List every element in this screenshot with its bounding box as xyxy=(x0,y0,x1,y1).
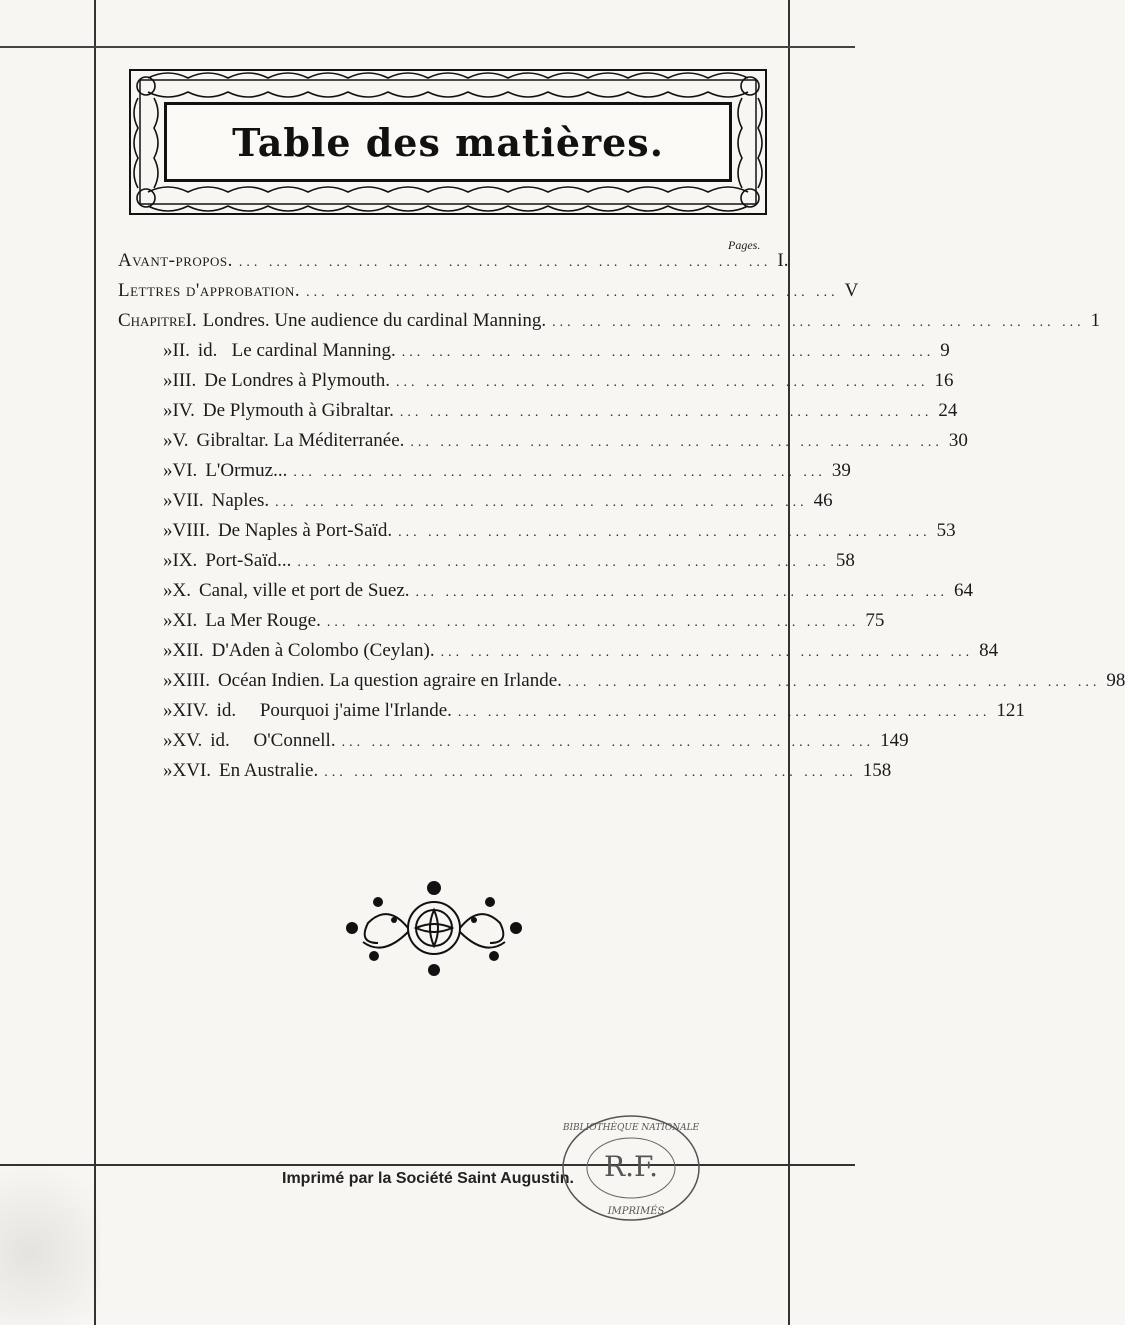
stamp-monogram: R.F. xyxy=(604,1150,658,1183)
ditto-mark: » xyxy=(163,400,173,421)
leader-dots: ... ... ... ... ... ... ... ... ... ... ... ... ... ... ... ... ... ... xyxy=(324,765,857,780)
chapter-number: XIV. xyxy=(172,700,209,721)
chapter-number: X. xyxy=(172,580,191,601)
leader-dots: ... ... ... ... ... ... ... ... ... ... ... ... ... ... ... ... ... ... xyxy=(396,375,929,390)
leader-dots: ... ... ... ... ... ... ... ... ... ... ... ... ... ... ... ... ... ... xyxy=(410,435,943,450)
toc-row-chapter xyxy=(118,490,833,520)
chapter-number: XI. xyxy=(172,610,198,631)
chapter-number: IX. xyxy=(172,550,198,571)
chapter-number: XV. xyxy=(172,730,203,751)
leader-dots: ... ... ... ... ... ... ... ... ... ... ... ... ... ... ... ... ... ... xyxy=(552,315,1085,330)
pages-column-label: Pages. xyxy=(728,238,761,252)
chapter-number: XIII. xyxy=(172,670,210,691)
library-stamp-icon xyxy=(556,1108,706,1228)
ditto-mark: » xyxy=(163,370,173,391)
imprint-text: Imprimé par la Société Saint Augustin. xyxy=(282,1170,574,1187)
ditto-mark: » xyxy=(163,610,173,631)
leader-dots: ... ... ... ... ... ... ... ... ... ... ... ... ... ... ... ... ... ... xyxy=(415,585,949,600)
toc-row-chapter xyxy=(118,730,909,760)
chapter-title: Océan Indien. La question agraire en Irlande. xyxy=(217,670,562,691)
toc-page-number: 75 xyxy=(865,610,885,631)
toc-page-number: 30 xyxy=(948,430,968,451)
chapter-title: id. Pourquoi j'aime l'Irlande. xyxy=(216,700,452,721)
toc-row-chapter xyxy=(118,520,956,550)
toc-row-chapter xyxy=(118,310,1101,340)
stamp-text-top: BIBLIOTHÈQUE NATIONALE xyxy=(562,1123,700,1133)
toc-page-number: 58 xyxy=(835,550,855,571)
chapter-title: id. Le cardinal Manning. xyxy=(197,340,396,361)
toc-page-number: 149 xyxy=(880,730,909,751)
chapter-title: Naples. xyxy=(211,490,270,511)
chapter-title: En Australie. xyxy=(219,760,319,781)
stamp-text-bottom: IMPRIMÉS xyxy=(607,1206,665,1217)
footer-rule xyxy=(0,1164,855,1166)
toc-row-chapter xyxy=(118,700,1025,730)
toc-page-number: 64 xyxy=(954,580,974,601)
toc-front-label: Lettres d'approbation. xyxy=(118,280,301,301)
chapter-list xyxy=(118,310,1125,790)
leader-dots: ... ... ... ... ... ... ... ... ... ... ... ... ... ... ... ... ... ... xyxy=(306,285,839,300)
chapter-number: VII. xyxy=(172,490,204,511)
leader-dots: ... ... ... ... ... ... ... ... ... ... ... ... ... ... ... ... ... ... xyxy=(401,345,935,360)
leader-dots: ... ... ... ... ... ... ... ... ... ... ... ... ... ... ... ... ... ... xyxy=(398,525,931,540)
chapter-title: id. O'Connell. xyxy=(210,730,336,751)
toc-page-number: 53 xyxy=(936,520,956,541)
leader-dots: ... ... ... ... ... ... ... ... ... ... ... ... ... ... ... ... ... ... xyxy=(293,465,826,480)
frame-line-right xyxy=(788,0,790,1325)
title-box xyxy=(164,102,732,182)
chapter-number: XVI. xyxy=(172,760,212,781)
toc-row-chapter xyxy=(118,760,892,790)
page-title: Table des matières. xyxy=(232,119,664,165)
toc-page-number: 16 xyxy=(934,370,954,391)
toc-page-number: 84 xyxy=(979,640,999,661)
chapter-number: VI. xyxy=(172,460,198,481)
chapter-title: Canal, ville et port de Suez. xyxy=(198,580,410,601)
leader-dots: ... ... ... ... ... ... ... ... ... ... ... ... ... ... ... ... ... ... xyxy=(297,555,830,570)
toc-page-number: I. xyxy=(777,250,789,271)
toc-row-chapter xyxy=(118,550,855,580)
leader-dots: ... ... ... ... ... ... ... ... ... ... ... ... ... ... ... ... ... ... xyxy=(567,675,1101,690)
table-of-contents xyxy=(118,250,1125,790)
toc-page-number: 24 xyxy=(938,400,958,421)
toc-row-chapter xyxy=(118,340,950,370)
ditto-mark: » xyxy=(163,640,173,661)
chapter-number: IV. xyxy=(172,400,195,421)
toc-row-front-1 xyxy=(118,250,789,280)
toc-row-chapter xyxy=(118,400,958,430)
leader-dots: ... ... ... ... ... ... ... ... ... ... ... ... ... ... ... ... ... ... xyxy=(275,495,808,510)
floral-ornament-icon xyxy=(334,880,534,980)
leader-dots: ... ... ... ... ... ... ... ... ... ... ... ... ... ... ... ... ... ... xyxy=(341,735,875,750)
leader-dots: ... ... ... ... ... ... ... ... ... ... ... ... ... ... ... ... ... ... xyxy=(440,645,974,660)
toc-row-chapter xyxy=(118,370,954,400)
chapter-title: La Mer Rouge. xyxy=(205,610,321,631)
chapter-number: XII. xyxy=(172,640,204,661)
leader-dots: ... ... ... ... ... ... ... ... ... ... ... ... ... ... ... ... ... ... xyxy=(326,615,860,630)
toc-row-front-2 xyxy=(118,280,859,310)
frame-line-left xyxy=(94,0,96,1325)
leader-dots: ... ... ... ... ... ... ... ... ... ... ... ... ... ... ... ... ... ... xyxy=(238,255,772,270)
ditto-mark: » xyxy=(163,520,173,541)
chapter-word: Chapitre xyxy=(118,310,186,331)
toc-row-chapter xyxy=(118,670,1125,700)
toc-row-chapter xyxy=(118,580,974,610)
chapter-title: De Naples à Port-Saïd. xyxy=(217,520,393,541)
ditto-mark: » xyxy=(163,460,173,481)
chapter-number: II. xyxy=(172,340,190,361)
chapter-number: V. xyxy=(172,430,189,451)
ditto-mark: » xyxy=(163,700,173,721)
toc-page-number: V xyxy=(844,280,859,301)
toc-page-number: 39 xyxy=(831,460,851,481)
ditto-mark: » xyxy=(163,430,173,451)
toc-page-number: 98 xyxy=(1106,670,1125,691)
ditto-mark: » xyxy=(163,760,173,781)
toc-page-number: 46 xyxy=(813,490,833,511)
chapter-number: III. xyxy=(172,370,197,391)
ditto-mark: » xyxy=(163,670,173,691)
chapter-title: D'Aden à Colombo (Ceylan). xyxy=(211,640,435,661)
ditto-mark: » xyxy=(163,340,173,361)
leader-dots: ... ... ... ... ... ... ... ... ... ... ... ... ... ... ... ... ... ... xyxy=(399,405,933,420)
toc-row-chapter xyxy=(118,640,999,670)
chapter-title: De Plymouth à Gibraltar. xyxy=(202,400,394,421)
toc-row-chapter xyxy=(118,610,885,640)
chapter-number: I. xyxy=(185,310,197,331)
chapter-title: Londres. Une audience du cardinal Manning. xyxy=(202,310,547,331)
scan-shadow xyxy=(0,1145,100,1325)
frame-line-top xyxy=(0,46,855,48)
chapter-title: Port-Saïd... xyxy=(205,550,292,571)
toc-page-number: 158 xyxy=(862,760,892,781)
chapter-number: VIII. xyxy=(172,520,210,541)
ditto-mark: » xyxy=(163,550,173,571)
ditto-mark: » xyxy=(163,580,173,601)
toc-row-chapter xyxy=(118,460,851,490)
toc-page-number: 9 xyxy=(940,340,950,361)
toc-page-number: 121 xyxy=(996,700,1025,721)
title-frame xyxy=(128,68,768,216)
chapter-title: Gibraltar. La Méditerranée. xyxy=(196,430,405,451)
chapter-title: L'Ormuz... xyxy=(205,460,288,481)
toc-page-number: 1 xyxy=(1090,310,1101,331)
ditto-mark: » xyxy=(163,730,173,751)
leader-dots: ... ... ... ... ... ... ... ... ... ... ... ... ... ... ... ... ... ... xyxy=(457,705,991,720)
toc-row-chapter xyxy=(118,430,968,460)
chapter-title: De Londres à Plymouth. xyxy=(204,370,390,391)
ditto-mark: » xyxy=(163,490,173,511)
toc-front-label: Avant-propos. xyxy=(118,250,233,271)
